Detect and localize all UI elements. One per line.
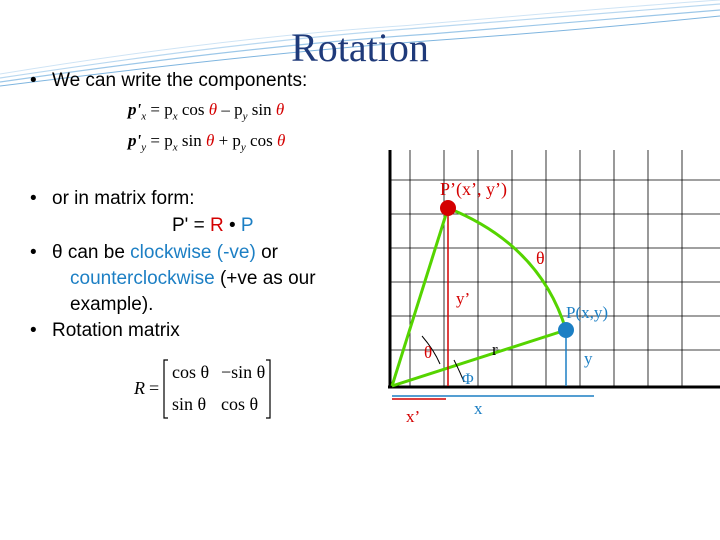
bullet-matrix-form — [30, 186, 195, 212]
label-theta-arc: θ — [536, 248, 545, 268]
radius-p — [392, 330, 566, 386]
pr-p2: P — [240, 215, 254, 236]
eq-sub: y — [242, 110, 248, 123]
bullet-rotation-matrix — [30, 318, 180, 344]
eq-lhs: p' — [128, 131, 142, 150]
eq-sub: x — [172, 141, 178, 154]
equation-py — [128, 131, 285, 153]
clockwise-text: clockwise (-ve) — [130, 242, 256, 263]
matrix-cell: −sin θ — [221, 362, 266, 382]
bullet-theta-line2 — [70, 266, 316, 292]
rotation-arc — [448, 208, 566, 330]
label-x: x — [474, 399, 483, 418]
bullet-dot: • — [30, 242, 37, 263]
eq-sub: y — [240, 141, 246, 154]
matrix-cell: sin θ — [172, 394, 207, 414]
eq-part: cos — [177, 100, 209, 119]
bullet-text: Rotation matrix — [52, 320, 180, 341]
bullet-text: θ can be — [52, 242, 131, 263]
point-p — [558, 322, 574, 338]
eq-lhs: p' — [128, 100, 142, 119]
label-r: r — [492, 340, 498, 359]
eq-part: = p — [146, 131, 173, 150]
pr-equation — [172, 213, 254, 239]
rotation-diagram — [380, 150, 720, 430]
rotation-matrix — [132, 356, 282, 422]
bullet-text: example). — [70, 294, 154, 315]
bullet-text: or in matrix form: — [52, 188, 195, 209]
eq-theta: θ — [275, 100, 285, 119]
pr-dot: • — [223, 215, 241, 236]
pr-eq: = — [188, 215, 210, 236]
point-p-prime — [440, 200, 456, 216]
eq-part: = p — [146, 100, 173, 119]
label-y-prime: y’ — [456, 289, 471, 308]
bullet-components — [30, 68, 307, 94]
bullet-text: (+ve as our — [214, 268, 316, 289]
bullet-text: or — [255, 242, 278, 263]
counterclockwise-text: counterclockwise — [70, 268, 215, 289]
bullet-text: We can write the components: — [52, 70, 308, 91]
pr-p: P' — [172, 215, 189, 236]
matrix-cell: cos θ — [172, 362, 210, 382]
label-theta-origin: θ — [424, 343, 433, 362]
eq-part: – p — [217, 100, 243, 119]
eq-sub: x — [141, 110, 147, 123]
eq-part: cos — [245, 131, 277, 150]
eq-part: + p — [214, 131, 241, 150]
bullet-dot: • — [30, 70, 37, 91]
eq-sub: x — [172, 110, 178, 123]
label-phi: Φ — [462, 371, 474, 388]
eq-theta: θ — [208, 100, 218, 119]
bullet-theta-line3 — [70, 292, 153, 318]
slide-title: Rotation — [291, 25, 429, 70]
label-y: y — [584, 349, 593, 368]
label-p: P(x,y) — [566, 303, 609, 322]
matrix-cell: cos θ — [221, 394, 259, 414]
eq-sub: y — [141, 141, 147, 154]
bullet-dot: • — [30, 320, 37, 341]
matrix-r: R — [134, 378, 145, 398]
pr-r: R — [209, 215, 224, 236]
radius-p-prime — [392, 208, 448, 386]
eq-part: sin — [247, 100, 276, 119]
equation-px — [128, 100, 284, 122]
eq-theta: θ — [205, 131, 215, 150]
label-x-prime: x’ — [406, 407, 421, 426]
eq-part: sin — [177, 131, 206, 150]
label-p-prime: P’(x’, y’) — [440, 179, 507, 199]
eq-theta: θ — [276, 131, 286, 150]
bullet-dot: • — [30, 188, 37, 209]
bullet-theta — [30, 240, 360, 266]
matrix-eq: = — [149, 378, 160, 398]
